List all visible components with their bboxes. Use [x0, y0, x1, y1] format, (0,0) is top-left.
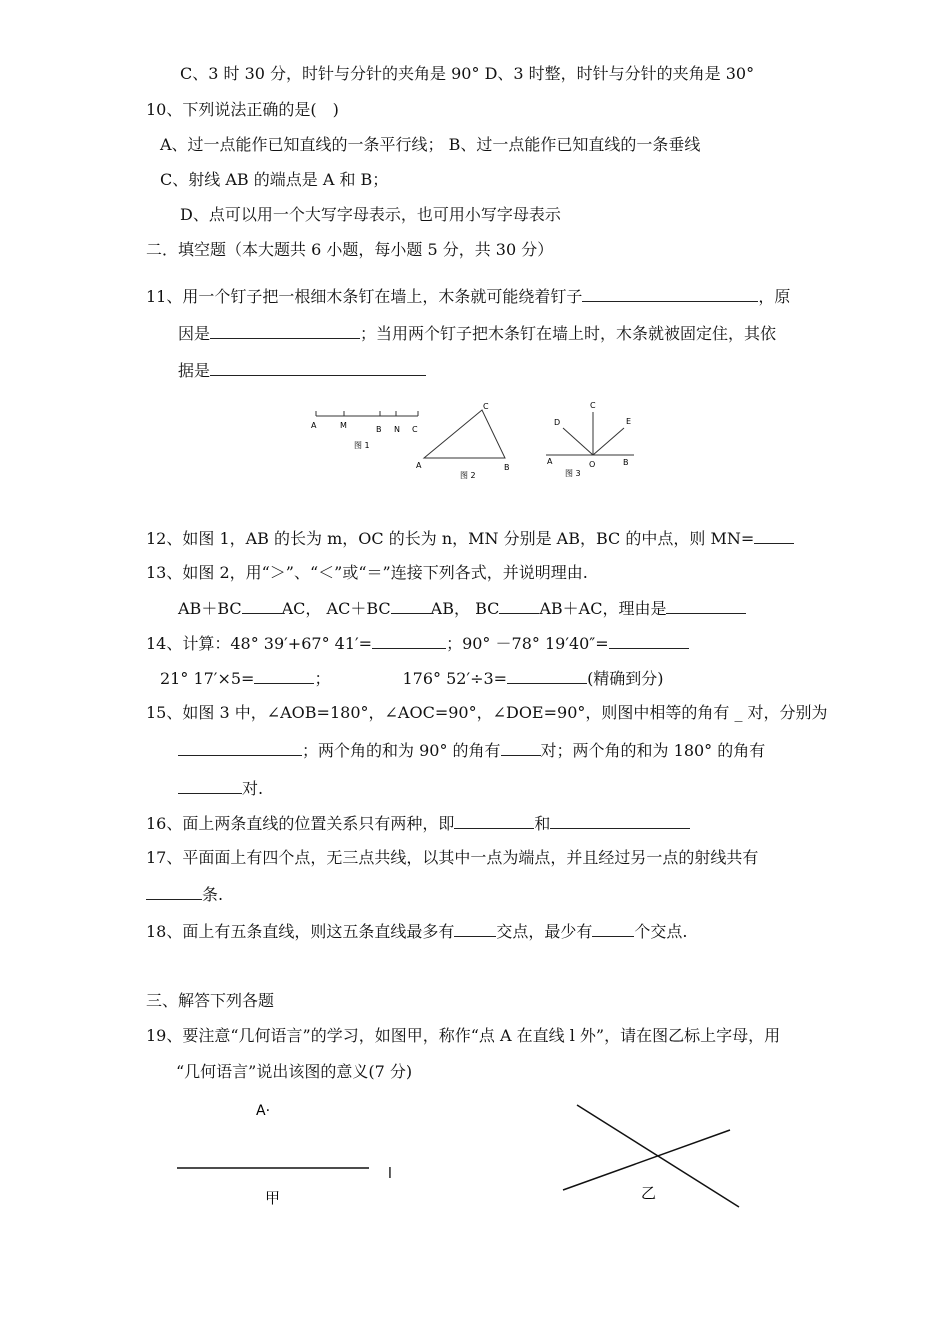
q13-expr-2-end: AB，: [430, 599, 470, 618]
q16-blank-2[interactable]: [550, 813, 690, 829]
figure-3: [544, 398, 644, 478]
q15-text-c: 对.: [242, 779, 264, 798]
q16-text-a: 16、面上两条直线的位置关系只有两种，即: [146, 814, 455, 833]
fig3-label-b: B: [623, 458, 629, 467]
q14-expr-1: 14、计算：48° 39′+67° 41′=: [146, 634, 373, 653]
q15-text-b2: 对；两个角的和为 180° 的角有: [540, 741, 766, 760]
q18-blank-1[interactable]: [454, 921, 496, 937]
q15-blank-3[interactable]: [178, 778, 242, 794]
q16-blank-1[interactable]: [454, 813, 534, 829]
q14-sep: ；: [314, 669, 331, 688]
q17-blank[interactable]: [146, 884, 202, 900]
fig2-label-a: A: [416, 461, 422, 470]
figure-2: [412, 400, 522, 480]
jia-caption: 甲: [265, 1189, 281, 1207]
q13-expr-1: AB＋BC: [178, 599, 242, 618]
fig1-label-a: A: [311, 421, 317, 430]
q10-option-c: C、射线 AB 的端点是 A 和 B；: [160, 170, 389, 189]
q18-text-a: 18、面上有五条直线，则这五条直线最多有: [146, 922, 455, 941]
fig3-caption: 图 3: [565, 469, 581, 478]
q10-options-ab: A、过一点能作已知直线的一条平行线； B、过一点能作已知直线的一条垂线: [160, 135, 701, 154]
q13-expr-3-end: AB＋AC，理由是: [539, 599, 667, 618]
q14-note: (精确到分): [587, 669, 664, 688]
q13-reason-blank[interactable]: [666, 598, 746, 614]
fig3-label-a: A: [547, 457, 553, 466]
q11-text-a-end: ，原: [758, 287, 791, 306]
q11-text-a: 11、用一个钉子把一根细木条钉在墙上，木条就可能绕着钉子: [146, 287, 583, 306]
q18-text-c: 个交点.: [634, 922, 688, 941]
fig1-label-m: M: [340, 421, 347, 430]
q12: [146, 528, 794, 549]
q14-blank-4[interactable]: [507, 668, 587, 684]
q11-blank-1[interactable]: [582, 286, 758, 302]
fig3-ray-od: [563, 428, 593, 455]
q14-line-1: [146, 633, 689, 654]
jia-label-l: l: [388, 1166, 392, 1182]
q14-blank-3[interactable]: [254, 668, 314, 684]
fig3-label-o: O: [589, 460, 596, 469]
q11-text-b-post: ；当用两个钉子把木条钉在墙上时，木条就被固定住，其依: [360, 324, 777, 343]
fig1-label-n: N: [394, 425, 400, 434]
q15-text-b1: ；两个角的和为 90° 的角有: [302, 741, 501, 760]
q9-option-c-d: C、3 时 30 分，时针与分针的夹角是 90° D、3 时整，时针与分针的夹角是 30°: [180, 64, 755, 83]
figure-jia: [170, 1098, 410, 1208]
figure-1: [310, 404, 420, 454]
q19-line-1: 19、要注意“几何语言”的学习，如图甲，称作“点 A 在直线 l 外”，请在图乙标上字母，用: [146, 1026, 781, 1045]
section-3-heading: 三、解答下列各题: [146, 991, 275, 1010]
q19-line-2: “几何语言”说出该图的意义(7 分): [176, 1062, 413, 1081]
q11-line-3: [178, 360, 426, 381]
q17-line-1: 17、平面面上有四个点，无三点共线，以其中一点为端点，并且经过另一点的射线共有: [146, 848, 759, 867]
q10-option-d: D、点可以用一个大写字母表示，也可用小写字母表示: [180, 205, 561, 224]
q13-blank-3[interactable]: [499, 598, 539, 614]
yi-line-2: [563, 1130, 730, 1190]
q17-text-b: 条.: [202, 885, 224, 904]
q16: [146, 813, 690, 834]
q15-line-2: [178, 740, 765, 761]
fig2-triangle: [424, 410, 505, 458]
q11-blank-2[interactable]: [210, 323, 360, 339]
q18: [146, 921, 687, 942]
q11-text-b-pre: 因是: [178, 324, 211, 343]
q15-line-1: 15、如图 3 中，∠AOB=180°，∠AOC=90°，∠DOE=90°，则图中相等的角有 _ 对，分别为: [146, 703, 828, 722]
fig2-label-c: C: [483, 402, 489, 411]
q13-stem: 13、如图 2，用“＞”、“＜”或“＝”连接下列各式，并说明理由.: [146, 563, 588, 582]
q15-blank-2[interactable]: [501, 740, 541, 756]
q14-expr-3: 21° 17′×5=: [160, 669, 255, 688]
q13-expr-2: AC＋BC: [326, 599, 391, 618]
fig3-label-d: D: [554, 418, 561, 427]
q14-blank-2[interactable]: [609, 633, 689, 649]
q14-expr-4: 176° 52′÷3=: [402, 669, 508, 688]
q18-blank-2[interactable]: [592, 921, 634, 937]
q13-items: [178, 598, 746, 619]
fig1-label-b: B: [376, 425, 382, 434]
q14-line-2: [160, 668, 664, 689]
q15-blank-1[interactable]: [178, 740, 302, 756]
q11-text-c: 据是: [178, 361, 211, 380]
q11-line-2: [178, 323, 776, 344]
q13-expr-1-end: AC，: [281, 599, 322, 618]
fig3-label-c: C: [590, 401, 596, 410]
q17-line-2: [146, 884, 223, 905]
yi-caption: 乙: [641, 1184, 657, 1202]
q13-expr-3: BC: [475, 599, 500, 618]
jia-point-a: A·: [256, 1103, 271, 1119]
q13-blank-2[interactable]: [391, 598, 431, 614]
fig3-label-e: E: [626, 417, 632, 426]
q12-text: 12、如图 1，AB 的长为 m，OC 的长为 n，MN 分别是 AB，BC 的中点，则 MN=: [146, 529, 755, 548]
q16-text-b: 和: [534, 814, 551, 833]
q13-blank-1[interactable]: [242, 598, 282, 614]
q11-line-1: [146, 286, 790, 307]
q11-blank-3[interactable]: [210, 360, 426, 376]
fig2-label-b: B: [504, 463, 510, 472]
q18-text-b: 交点，最少有: [496, 922, 593, 941]
fig1-caption: 图 1: [354, 441, 370, 450]
fig1-label-c: C: [412, 425, 418, 434]
q12-blank[interactable]: [754, 528, 794, 544]
q10-stem: 10、下列说法正确的是( ): [146, 100, 339, 119]
figure-yi: [556, 1100, 756, 1210]
q14-blank-1[interactable]: [372, 633, 446, 649]
fig2-caption: 图 2: [460, 471, 476, 480]
q15-line-3: [178, 778, 263, 799]
section-2-heading: 二．填空题（本大题共 6 小题，每小题 5 分，共 30 分）: [146, 240, 554, 259]
fig3-ray-oe: [593, 428, 624, 455]
q14-expr-2: ；90° －78° 19′40″=: [446, 634, 609, 653]
